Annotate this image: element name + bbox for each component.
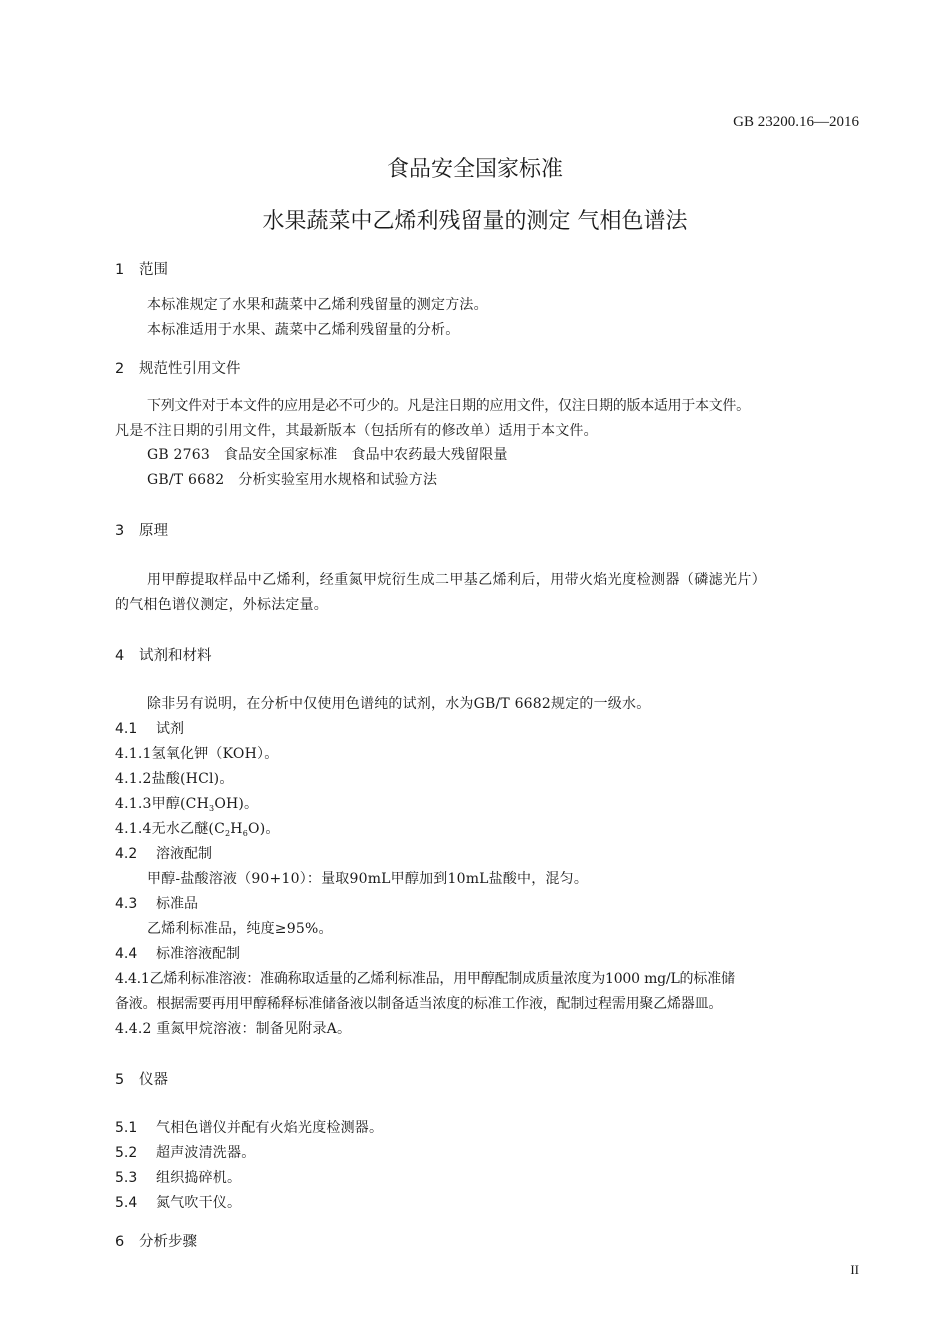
paragraph: 本标准适用于水果、蔬菜中乙烯利残留量的分析。: [147, 322, 460, 338]
paragraph: 下列文件对于本文件的应用是必不可少的。凡是注日期的应用文件，仅注日期的版本适用于本文件。: [147, 398, 750, 414]
subsection-title: 溶液配制: [156, 846, 212, 862]
item-text: 超声波清洗器。: [156, 1145, 256, 1161]
subscript: 2: [225, 829, 231, 838]
paragraph: 凡是不注日期的引用文件，其最新版本（包括所有的修改单）适用于本文件。: [115, 423, 598, 439]
list-item: 备液。根据需要再用甲醇稀释标准储备液以制备适当浓度的标准工作液，配制过程需用聚乙烯器皿。: [115, 996, 723, 1012]
subsection-title: 标准溶液配制: [156, 946, 240, 962]
section-heading-reagents: [115, 644, 212, 665]
subsection-title: 标准品: [156, 896, 198, 912]
list-item: 4.4.1乙烯利标准溶液：准确称取适量的乙烯利标准品，用甲醇配制成质量浓度为1000 mg/L的标准储: [115, 971, 735, 987]
list-item: 4.1.1氢氧化钾（KOH）。: [115, 746, 279, 762]
standard-number: GB 23200.16—2016: [733, 114, 859, 130]
item-number: 5.4: [115, 1195, 138, 1211]
section-number: 1: [115, 262, 125, 278]
section-title: 仪器: [139, 1072, 168, 1088]
subsection-number: 4.4: [115, 946, 138, 962]
section-number: 4: [115, 648, 125, 664]
subsection-number: 4.1: [115, 721, 138, 737]
list-item: [115, 1167, 241, 1187]
subsection-heading-reagents: [115, 718, 184, 738]
subscript: 3: [209, 804, 215, 813]
section-heading-normative-references: [115, 357, 241, 378]
item-number: 5.3: [115, 1170, 138, 1186]
reference-gbt6682: GB/T 6682 分析实验室用水规格和试验方法: [147, 472, 438, 488]
item-number: 5.2: [115, 1145, 138, 1161]
section-heading-principle: [115, 519, 168, 540]
list-item: [115, 1117, 383, 1137]
subsection-heading-solutions: [115, 843, 212, 863]
list-item: 4.4.2 重氮甲烷溶液：制备见附录A。: [115, 1021, 352, 1037]
subsection-number: 4.3: [115, 896, 138, 912]
text: 4.1.4无水乙醚(C: [115, 821, 225, 837]
section-title: 范围: [139, 262, 168, 278]
text: O)。: [248, 821, 280, 837]
item-text: 气相色谱仪并配有火焰光度检测器。: [156, 1120, 384, 1136]
section-heading-procedure: [115, 1230, 197, 1251]
section-title: 试剂和材料: [139, 648, 212, 664]
text: H: [230, 821, 243, 837]
reference-gb2763: GB 2763 食品安全国家标准 食品中农药最大残留限量: [147, 447, 508, 463]
page-number: II: [850, 1262, 859, 1277]
list-item: [115, 793, 258, 813]
section-title: 原理: [139, 523, 168, 539]
document-subtitle: 水果蔬菜中乙烯利残留量的测定 气相色谱法: [262, 209, 688, 234]
list-item: [115, 1142, 255, 1162]
paragraph: 的气相色谱仪测定，外标法定量。: [115, 597, 328, 613]
subsection-heading-standard: [115, 893, 198, 913]
subsection-title: 试剂: [156, 721, 184, 737]
paragraph: 除非另有说明，在分析中仅使用色谱纯的试剂，水为GB/T 6682规定的一级水。: [147, 696, 651, 712]
section-heading-apparatus: [115, 1068, 168, 1089]
section-title: 规范性引用文件: [139, 361, 241, 377]
item-text: 氮气吹干仪。: [156, 1195, 242, 1211]
paragraph: 用甲醇提取样品中乙烯利，经重氮甲烷衍生成二甲基乙烯利后，用带火焰光度检测器（磷滤光片）: [147, 572, 767, 588]
document-title: 食品安全国家标准: [386, 157, 563, 182]
section-number: 2: [115, 361, 125, 377]
paragraph: 甲醇-盐酸溶液（90+10）：量取90mL甲醇加到10mL盐酸中，混匀。: [147, 871, 589, 887]
item-number: 5.1: [115, 1120, 138, 1136]
text: 4.1.3甲醇(CH: [115, 796, 210, 812]
subsection-number: 4.2: [115, 846, 138, 862]
section-number: 6: [115, 1234, 125, 1250]
subscript: 6: [242, 829, 249, 838]
list-item: 4.1.2盐酸(HCl)。: [115, 771, 234, 787]
section-heading-scope: [115, 258, 168, 279]
subsection-heading-standard-solution: [115, 943, 240, 963]
list-item: [115, 1192, 241, 1212]
section-title: 分析步骤: [139, 1234, 197, 1250]
section-number: 5: [115, 1072, 125, 1088]
paragraph: 乙烯利标准品，纯度≥95%。: [147, 921, 333, 937]
paragraph: 本标准规定了水果和蔬菜中乙烯利残留量的测定方法。: [147, 297, 488, 313]
list-item: [115, 818, 280, 838]
item-text: 组织捣碎机。: [156, 1170, 242, 1186]
text: OH)。: [214, 796, 259, 812]
section-number: 3: [115, 523, 125, 539]
